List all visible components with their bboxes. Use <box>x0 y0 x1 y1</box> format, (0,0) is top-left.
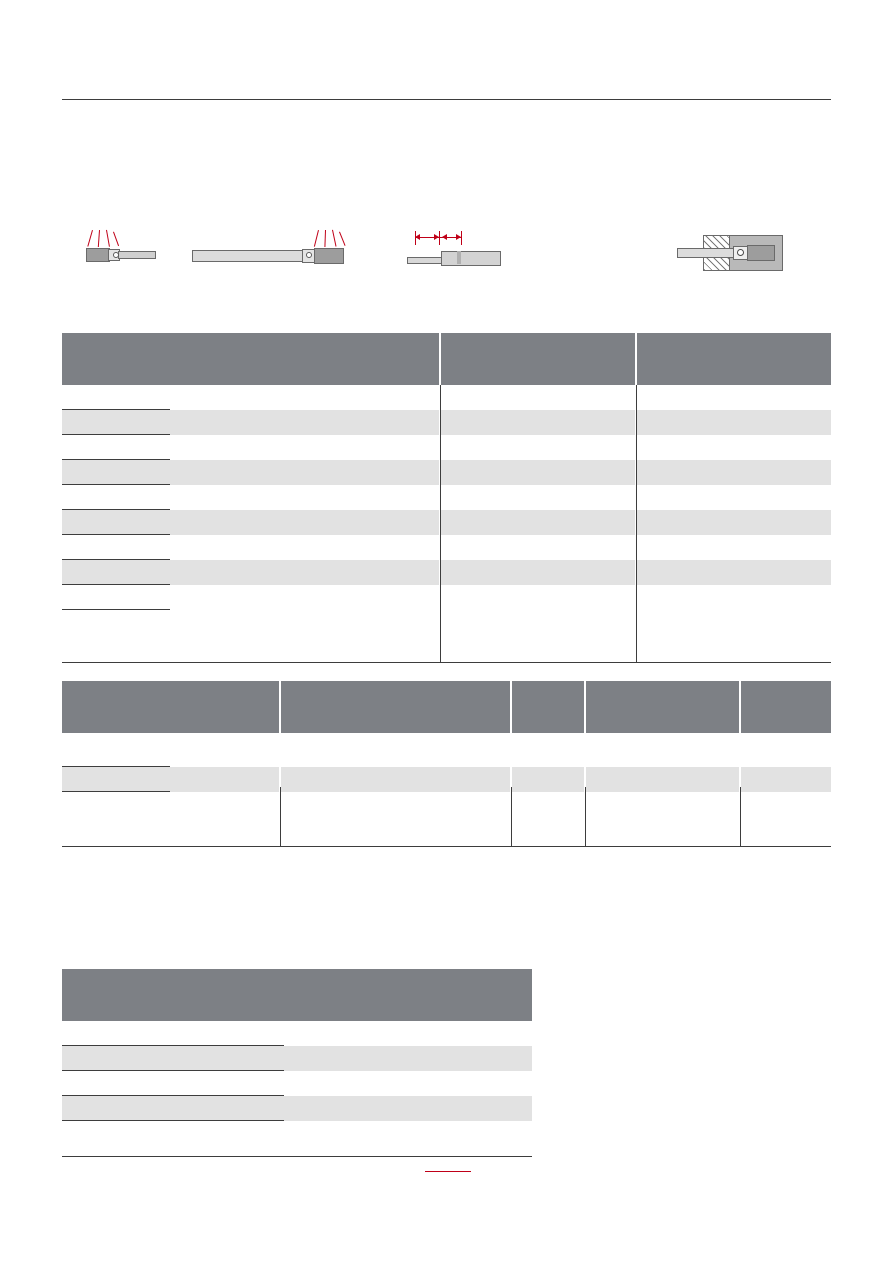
header-cell <box>636 333 831 357</box>
row-value <box>636 535 831 560</box>
table1-bottom-rule <box>62 662 831 663</box>
table-installation-parameters <box>62 681 831 792</box>
table-header-row <box>62 333 831 357</box>
table1-column-divider-2 <box>636 385 637 663</box>
header-cell <box>511 681 585 705</box>
header-cell <box>740 705 831 733</box>
table-subheader-row <box>62 993 532 1021</box>
header-cell <box>440 333 636 357</box>
table-row <box>62 733 831 767</box>
row-value <box>636 485 831 510</box>
anchor-installed-in-base-material-figure <box>677 225 807 275</box>
row-label <box>62 510 440 535</box>
row-label <box>62 1021 532 1046</box>
row-value <box>440 385 636 410</box>
header-cell <box>62 333 440 357</box>
row-value <box>636 585 831 610</box>
table-row <box>62 767 831 792</box>
row-value <box>740 767 831 792</box>
row-value <box>280 767 511 792</box>
header-cell <box>511 705 585 733</box>
header-cell <box>62 681 280 705</box>
header-divider <box>62 99 831 100</box>
row-label <box>62 1046 532 1071</box>
table-header-row <box>62 681 831 705</box>
table-row <box>62 560 831 585</box>
table-row <box>62 585 831 610</box>
header-cell <box>62 357 440 385</box>
row-label <box>62 560 440 585</box>
row-value <box>440 510 636 535</box>
row-label <box>62 535 440 560</box>
table-row <box>62 460 831 485</box>
table-row <box>62 385 831 410</box>
anchor-setting-figure-1 <box>82 225 172 275</box>
row-label <box>62 733 280 767</box>
row-label <box>62 585 440 610</box>
row-value <box>636 510 831 535</box>
table2-column-divider-3 <box>585 787 586 846</box>
row-value <box>280 733 511 767</box>
table-row <box>62 1071 532 1096</box>
row-value <box>636 560 831 585</box>
row-value <box>636 385 831 410</box>
table-row <box>62 535 831 560</box>
header-cell <box>62 969 532 993</box>
row-value <box>440 585 636 610</box>
row-value <box>440 485 636 510</box>
row-value <box>585 767 740 792</box>
table2-bottom-rule <box>62 846 831 847</box>
table-row <box>62 510 831 535</box>
row-value <box>440 410 636 435</box>
row-value <box>636 410 831 435</box>
table2-column-divider-4 <box>740 787 741 846</box>
header-cell <box>740 681 831 705</box>
row-value <box>636 435 831 460</box>
table-row <box>62 1096 532 1121</box>
table3-bottom-rule <box>62 1156 532 1157</box>
header-cell <box>62 993 532 1021</box>
header-cell <box>636 357 831 385</box>
header-cell <box>585 705 740 733</box>
table-row <box>62 435 831 460</box>
table-subheader-row <box>62 357 831 385</box>
illustration-strip <box>62 225 831 295</box>
row-value <box>740 733 831 767</box>
header-cell <box>280 681 511 705</box>
row-label <box>62 1071 532 1096</box>
row-value <box>440 460 636 485</box>
table1-column-divider-1 <box>440 385 441 663</box>
row-label <box>62 435 440 460</box>
table-material-specifications <box>62 969 532 1121</box>
table-anchor-properties <box>62 333 831 610</box>
row-value <box>440 560 636 585</box>
row-label <box>62 410 440 435</box>
header-cell <box>585 681 740 705</box>
anchor-setting-figure-2 <box>192 225 372 275</box>
row-label <box>62 460 440 485</box>
anchor-dimension-figure <box>407 225 527 275</box>
row-label <box>62 767 280 792</box>
row-label <box>62 1096 532 1121</box>
footer-link-underline[interactable] <box>425 1171 471 1172</box>
row-value <box>511 767 585 792</box>
row-label <box>62 385 440 410</box>
row-value <box>585 733 740 767</box>
row-value <box>511 733 585 767</box>
table-row <box>62 410 831 435</box>
row-value <box>440 535 636 560</box>
row-label <box>62 485 440 510</box>
header-cell <box>280 705 511 733</box>
table-row <box>62 485 831 510</box>
table-row <box>62 1021 532 1046</box>
row-value <box>440 435 636 460</box>
header-cell <box>440 357 636 385</box>
table2-column-divider-2 <box>511 787 512 846</box>
header-cell <box>62 705 280 733</box>
table-header-row <box>62 969 532 993</box>
table-subheader-row <box>62 705 831 733</box>
table2-column-divider-1 <box>280 787 281 846</box>
table-row <box>62 1046 532 1071</box>
row-value <box>636 460 831 485</box>
